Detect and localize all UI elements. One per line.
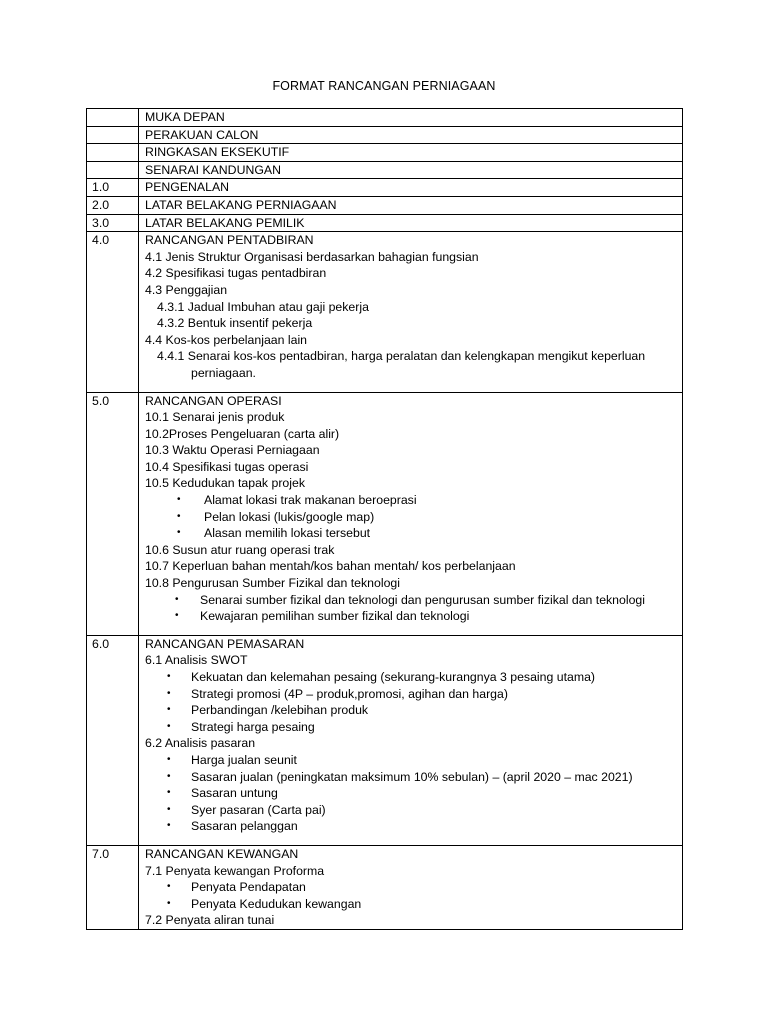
document-title: FORMAT RANCANGAN PERNIAGAAN: [272, 79, 496, 93]
section-heading: RANCANGAN OPERASI: [145, 393, 282, 408]
bullet-list: [145, 492, 676, 542]
sub-item: 4.3 Penggajian: [145, 282, 228, 297]
section-heading: RANCANGAN PEMASARAN: [145, 636, 305, 651]
table-row: [87, 214, 683, 232]
bullet-list: [145, 879, 676, 912]
bullet-icon: •: [167, 770, 171, 782]
sub-item: 10.1 Senarai jenis produk: [145, 410, 285, 425]
sub-item: 10.5 Kedudukan tapak projek: [145, 476, 305, 491]
sub-item: 10.2Proses Pengeluaran (carta alir): [145, 426, 340, 441]
table-row: [87, 126, 683, 144]
table-row: [87, 196, 683, 214]
sub-item: 10.8 Pengurusan Sumber Fizikal dan teknologi: [145, 576, 400, 591]
section-row-7: [87, 845, 683, 929]
sub-item: 4.1 Jenis Struktur Organisasi berdasarkan bahagian fungsian: [145, 249, 479, 264]
list-item: • Kewajaran pemilihan sumber fizikal dan teknologi: [175, 609, 470, 624]
table-row: [87, 109, 683, 127]
sub-sub-item-continued: perniagaan.: [191, 365, 256, 380]
list-item: • Pelan lokasi (lukis/google map): [177, 509, 375, 524]
row-text: RINGKASAN EKSEKUTIF: [139, 144, 683, 162]
list-item: • Syer pasaran (Carta pai): [167, 802, 326, 817]
row-number: 7.0: [87, 845, 139, 929]
row-number: [87, 144, 139, 162]
bullet-icon: •: [167, 881, 171, 893]
section-content: [139, 232, 683, 392]
sub-item: 7.2 Penyata aliran tunai: [145, 913, 275, 928]
row-number: 4.0: [87, 232, 139, 392]
sub-sub-item: 4.4.1 Senarai kos-kos pentadbiran, harga peralatan dan kelengkapan mengikut keperluan: [157, 349, 646, 364]
section-heading: RANCANGAN PENTADBIRAN: [145, 233, 314, 248]
bullet-icon: •: [167, 803, 171, 815]
sub-item: 7.1 Penyata kewangan Proforma: [145, 863, 325, 878]
bullet-icon: •: [167, 704, 171, 716]
sub-item: 6.2 Analisis pasaran: [145, 736, 256, 751]
row-text: SENARAI KANDUNGAN: [139, 161, 683, 179]
row-text: LATAR BELAKANG PEMILIK: [139, 214, 683, 232]
row-number: 3.0: [87, 214, 139, 232]
bullet-icon: •: [177, 527, 181, 539]
row-text: LATAR BELAKANG PERNIAGAAN: [139, 196, 683, 214]
list-item: • Strategi promosi (4P – produk,promosi, agihan dan harga): [167, 686, 508, 701]
table-row: [87, 144, 683, 162]
section-row-5: [87, 392, 683, 635]
bullet-icon: •: [167, 720, 171, 732]
list-item: • Harga jualan seunit: [167, 752, 297, 767]
row-number: [87, 161, 139, 179]
list-item: • Penyata Pendapatan: [167, 880, 306, 895]
section-content: [139, 635, 683, 845]
sub-item: 10.3 Waktu Operasi Perniagaan: [145, 443, 320, 458]
sub-sub-item: 4.3.2 Bentuk insentif pekerja: [157, 316, 313, 331]
bullet-icon: •: [177, 510, 181, 522]
list-item: • Perbandingan /kelebihan produk: [167, 703, 369, 718]
bullet-icon: •: [167, 787, 171, 799]
bullet-list: [145, 592, 676, 625]
section-heading: RANCANGAN KEWANGAN: [145, 846, 299, 861]
list-item: • Alamat lokasi trak makanan beroeprasi: [177, 493, 417, 508]
list-item: • Strategi harga pesaing: [167, 719, 315, 734]
list-item: • Penyata Kedudukan kewangan: [167, 896, 362, 911]
table-row: [87, 179, 683, 197]
row-text: MUKA DEPAN: [139, 109, 683, 127]
section-row-4: [87, 232, 683, 392]
section-row-6: [87, 635, 683, 845]
row-number: 5.0: [87, 392, 139, 635]
bullet-list: [145, 669, 676, 735]
bullet-icon: •: [167, 897, 171, 909]
bullet-icon: •: [177, 494, 181, 506]
format-table: [86, 108, 683, 930]
sub-item: 4.2 Spesifikasi tugas pentadbiran: [145, 266, 327, 281]
section-content: [139, 845, 683, 929]
list-item: • Kekuatan dan kelemahan pesaing (sekurang-kurangnya 3 pesaing utama): [167, 670, 596, 684]
row-number: 2.0: [87, 196, 139, 214]
row-number: 1.0: [87, 179, 139, 197]
sub-item: 6.1 Analisis SWOT: [145, 653, 248, 668]
list-item: • Sasaran jualan (peningkatan maksimum 10% sebulan) – (april 2020 – mac 2021): [167, 769, 633, 784]
section-content: [139, 392, 683, 635]
bullet-icon: •: [167, 671, 171, 682]
bullet-icon: •: [175, 610, 179, 622]
sub-item: 10.4 Spesifikasi tugas operasi: [145, 459, 309, 474]
sub-item: 10.6 Susun atur ruang operasi trak: [145, 542, 335, 557]
bullet-list: [145, 752, 676, 835]
list-item: • Sasaran pelanggan: [167, 819, 298, 834]
sub-sub-item: 4.3.1 Jadual Imbuhan atau gaji pekerja: [157, 299, 369, 314]
row-text: PENGENALAN: [139, 179, 683, 197]
bullet-icon: •: [167, 753, 171, 765]
sub-item: 10.7 Keperluan bahan mentah/kos bahan mentah/ kos perbelanjaan: [145, 559, 516, 574]
row-number: [87, 126, 139, 144]
bullet-icon: •: [167, 687, 171, 699]
list-item: • Alasan memilih lokasi tersebut: [177, 526, 371, 541]
table-row: [87, 161, 683, 179]
row-number: 6.0: [87, 635, 139, 845]
row-text: PERAKUAN CALON: [139, 126, 683, 144]
list-item: • Sasaran untung: [167, 786, 278, 801]
sub-item: 4.4 Kos-kos perbelanjaan lain: [145, 332, 308, 347]
bullet-icon: •: [167, 820, 171, 832]
list-item: • Senarai sumber fizikal dan teknologi dan pengurusan sumber fizikal dan teknologi: [175, 592, 646, 607]
bullet-icon: •: [175, 593, 179, 605]
row-number: [87, 109, 139, 127]
